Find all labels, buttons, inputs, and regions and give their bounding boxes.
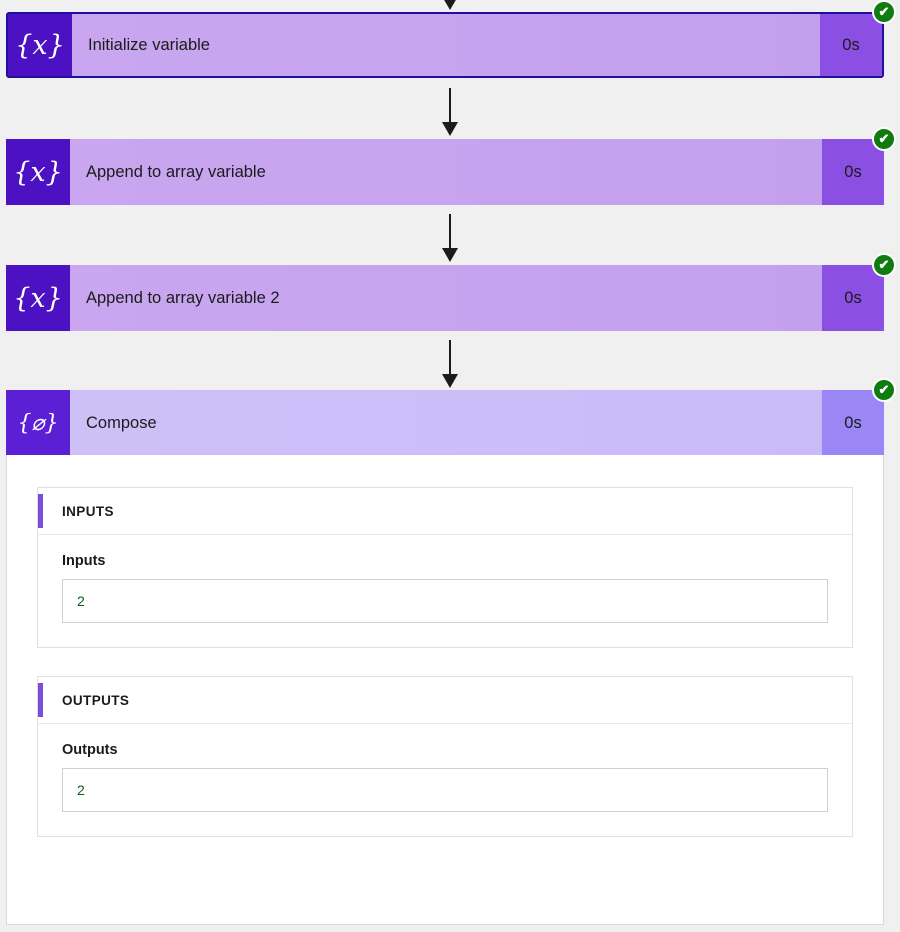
action-duration: 0s (822, 139, 884, 205)
status-badge: ✔ (872, 0, 896, 24)
inputs-value-box[interactable]: 2 (62, 579, 828, 623)
action-title: Compose (70, 390, 822, 456)
outputs-field-label: Outputs (62, 742, 118, 758)
status-badge: ✔ (872, 127, 896, 151)
outputs-section-body (38, 724, 852, 836)
action-title: Initialize variable (72, 14, 820, 76)
action-card-body[interactable] (6, 12, 884, 78)
variable-icon: {x} (6, 265, 70, 331)
action-title: Append to array variable 2 (70, 265, 822, 331)
connector-arrow-1 (0, 88, 900, 138)
status-badge: ✔ (872, 378, 896, 402)
outputs-section-header (38, 677, 852, 724)
outputs-value-box[interactable]: 2 (62, 768, 828, 812)
action-card-append-to-array-variable[interactable] (6, 131, 890, 205)
action-card-append-to-array-variable-2[interactable] (6, 257, 890, 331)
inputs-section-title: INPUTS (62, 503, 114, 519)
action-card-body[interactable] (6, 265, 884, 331)
action-title: Append to array variable (70, 139, 822, 205)
compose-icon: {⌀} (6, 390, 70, 456)
action-duration: 0s (820, 14, 882, 76)
compose-details-panel (6, 455, 884, 925)
connector-arrow-3 (0, 340, 900, 390)
action-card-compose[interactable] (6, 382, 890, 456)
inputs-section (37, 487, 853, 648)
outputs-section (37, 676, 853, 837)
inputs-section-body (38, 535, 852, 647)
connector-arrow-top (0, 0, 900, 12)
action-card-body[interactable] (6, 390, 884, 456)
variable-icon: {x} (6, 139, 70, 205)
outputs-section-title: OUTPUTS (62, 692, 130, 708)
action-card-initialize-variable[interactable] (6, 4, 890, 78)
status-badge: ✔ (872, 253, 896, 277)
action-duration: 0s (822, 265, 884, 331)
variable-icon: {x} (8, 14, 72, 76)
action-card-body[interactable] (6, 139, 884, 205)
action-duration: 0s (822, 390, 884, 456)
inputs-field-label: Inputs (62, 553, 106, 569)
connector-arrow-2 (0, 214, 900, 264)
inputs-section-header (38, 488, 852, 535)
